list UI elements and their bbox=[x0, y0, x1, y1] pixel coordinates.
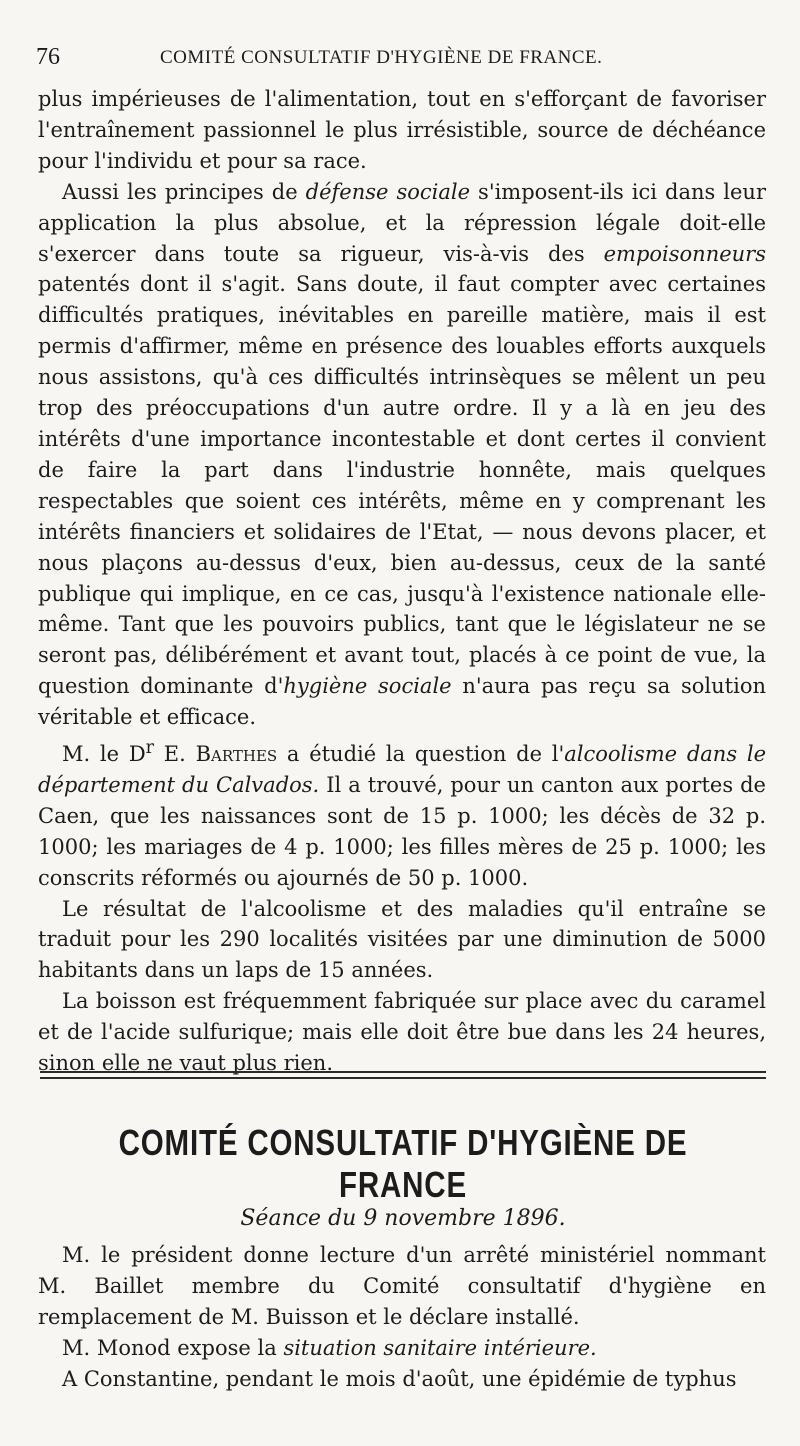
paragraph bbox=[38, 733, 766, 894]
divider-line bbox=[40, 1077, 766, 1079]
paragraph: plus impérieuses de l'alimentation, tout en s'efforçant de favoriser l'entraînement passionnel le plus irrésistible, source de déchéance pour l'individu et pour sa race. bbox=[38, 87, 766, 173]
text-run: E. bbox=[154, 742, 196, 767]
page-header bbox=[36, 44, 766, 74]
text-run: patentés dont il s'agit. Sans doute, il faut compter avec certaines difficultés pratiques, inévitables en pareille matière, mais il est permis d'affirmer, même en présence des louables efforts auxquels nous assistons, qu'à ces difficultés intrinsèques se mêlent un peu trop des préoccupations d'un autre ordre. Il y a là en jeu des intérêts d'une importance incontestable et dont certes il convient de faire la part dans l'industrie honnête, mais quelques respectables que soient ces intérêts, même en y comprenant les intérêts financiers et solidaires de l'Etat, — nous devons placer, et nous plaçons au-dessus d'eux, bien au-dessus, ceux de la santé publique qui implique, en ce cas, jusqu'à l'existence nationale elle-même. Tant que les pouvoirs publics, tant que le législateur ne se seront pas, délibérément et avant tout, placés à ce point de vue, la question dominante d' bbox=[38, 272, 766, 699]
section-title: COMITÉ CONSULTATIF D'HYGIÈNE DE FRANCE bbox=[118, 1122, 688, 1205]
superscript: r bbox=[145, 738, 155, 759]
text-run: M. le D bbox=[62, 742, 146, 767]
divider-line bbox=[40, 1071, 766, 1073]
text-run: M. Monod expose la bbox=[62, 1336, 284, 1360]
text-run: s'imposent-ils ici dans leur application la plus absolue, et la répression légale doit-elle s'exercer dans toute sa rigueur, vis-à-vis des bbox=[38, 179, 766, 266]
page-number: 76 bbox=[36, 44, 60, 70]
paragraph: La boisson est fréquemment fabriquée sur place avec du caramel et de l'acide sulfurique; mais elle doit être bue dans les 24 heures, sinon elle ne vaut plus rien. bbox=[38, 989, 766, 1076]
paragraph bbox=[38, 1333, 766, 1364]
italic-run: empoisonneurs bbox=[603, 241, 766, 266]
italic-run: défense sociale bbox=[305, 179, 471, 204]
paragraph bbox=[38, 177, 766, 733]
article-body bbox=[38, 84, 766, 1079]
paragraph: A Constantine, pendant le mois d'août, une épidémie de typhus bbox=[62, 1367, 737, 1391]
italic-run: alcoolisme dans le département du Calvados. bbox=[38, 742, 767, 797]
text-run: Aussi les principes de bbox=[62, 179, 306, 204]
text-run: n'aura pas reçu sa solution véritable et efficace. bbox=[38, 674, 766, 730]
paragraph: Le résultat de l'alcoolisme et des maladies qu'il entraîne se traduit pour les 290 localités visitées par une diminution de 5000 habitants dans un laps de 15 années. bbox=[38, 896, 766, 983]
author-name: Barthes bbox=[195, 742, 278, 767]
section-body bbox=[38, 1240, 766, 1395]
text-run: Il a trouvé, pour un canton aux portes de Caen, que les naissances sont de 15 p. 1000; les décès de 32 p. 1000; les mariages de 4 p. 1000; les filles mères de 25 p. 1000; les conscrits réformés ou ajournés de 50 p. 1000. bbox=[38, 772, 766, 890]
italic-run: situation sanitaire intérieure. bbox=[283, 1336, 597, 1360]
text-run: a étudié la question de l' bbox=[277, 742, 565, 767]
running-head: COMITÉ CONSULTATIF D'HYGIÈNE DE FRANCE. bbox=[160, 47, 603, 68]
paragraph: M. le président donne lecture d'un arrêté ministériel nommant M. Baillet membre du Comité consultatif d'hygiène en remplacement de M. Buisson et le déclare installé. bbox=[38, 1243, 766, 1329]
italic-run: hygiène sociale bbox=[283, 674, 452, 699]
session-date: Séance du 9 novembre 1896. bbox=[240, 1206, 566, 1231]
